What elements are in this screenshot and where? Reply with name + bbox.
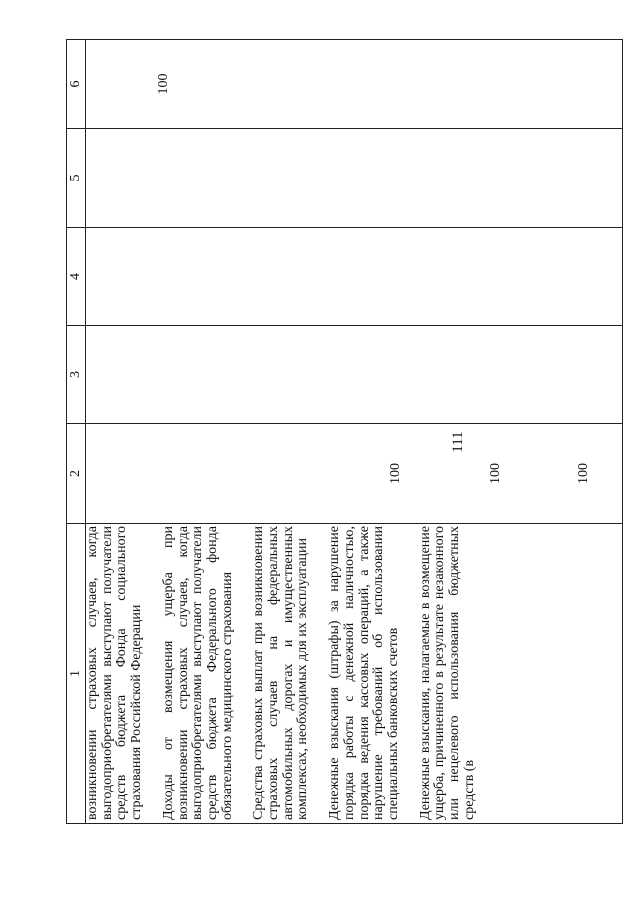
row-5-description: Денежные взыскания, налагаемые в возмещение ущерба, причиненного в результате незаконного или нецелевого использования бюджетных средств (в [417,526,477,820]
column-header-2: 2 [67,424,86,524]
column-4 [86,228,623,326]
row-2-col6-value: 100 [156,73,171,95]
column-header-3: 3 [67,326,86,424]
column-2 [86,424,623,524]
row-5-col2-value: 100 [576,463,591,484]
column-header-6: 6 [67,40,86,129]
row-3-col2-value: 100 [388,463,403,484]
column-5 [86,129,623,228]
row-1-description: возникновении страховых случаев, когда выгодоприобретателями выступают получатели средств бюджета Фонда социального страхования Российской Федерации [85,526,145,820]
budget-table [66,39,623,824]
table-header-row [67,40,86,824]
column-header-4: 4 [67,228,86,326]
column-header-1: 1 [67,524,86,824]
row-2-description: Доходы от возмещения ущерба при возникновении страховых случаев, когда выгодоприобретателями выступают получатели средств бюджета Федерального фонда обязательного медицинского страхования [160,526,235,820]
row-4-col2-value: 100 [488,463,503,484]
rotated-page [66,40,626,824]
page-number: 111 [450,431,466,453]
row-4-description: Денежные взыскания (штрафы) за нарушение порядка работы с денежной наличностью, порядка ведения кассовых операций, а также нарушение требований об использовании специальных банковских счетов [327,526,401,820]
column-3 [86,326,623,424]
column-6 [86,40,623,129]
column-header-5: 5 [67,129,86,228]
table-body-row [86,40,623,824]
description-column [86,524,623,824]
row-3-description: Средства страховых выплат при возникновении страховых случаев на федеральных автомобильных дорогах и имущественных комплексах, необходимых для их эксплуатации [251,526,311,820]
